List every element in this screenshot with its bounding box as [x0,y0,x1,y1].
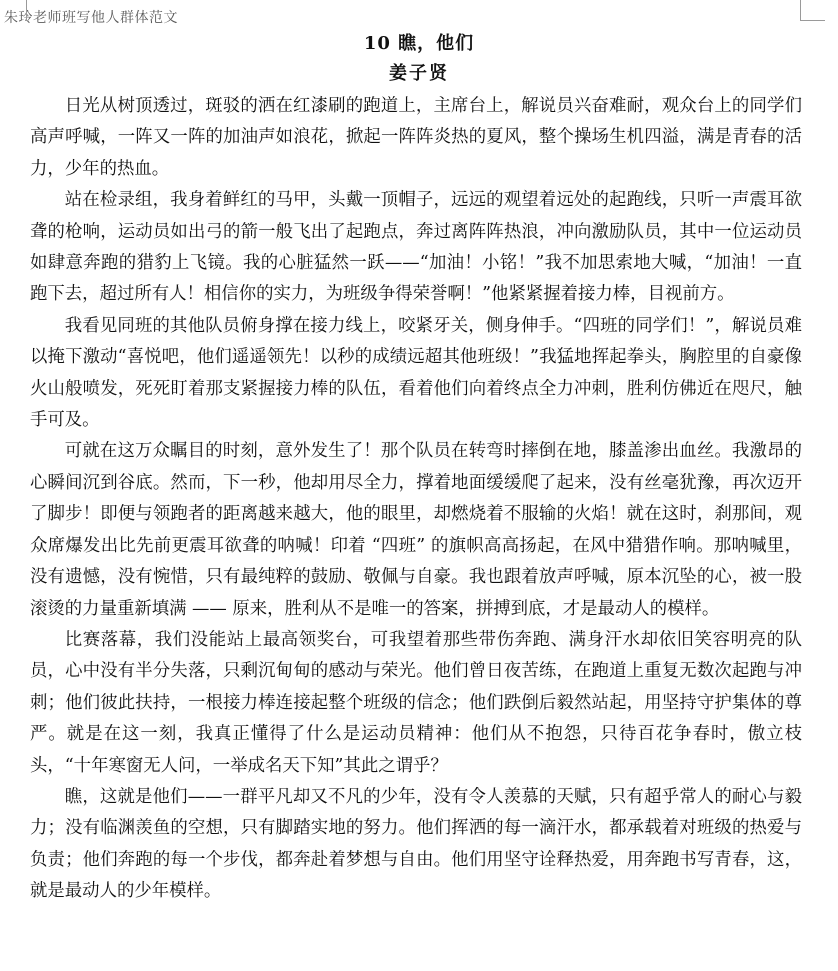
paragraph-1: 日光从树顶透过，斑驳的洒在红漆刷的跑道上，主席台上，解说员兴奋难耐，观众台上的同学们高声呼喊，一阵又一阵的加油声如浪花，掀起一阵阵炎热的夏风，整个操场生机四溢，满是青春的活力，少年的热血。 [30,96,802,179]
document-body [30,91,802,908]
paragraph-2: 站在检录组，我身着鲜红的马甲，头戴一顶帽子，远远的观望着远处的起跑线，只听一声震耳欲聋的枪响，运动员如出弓的箭一般飞出了起跑点，奔过离阵阵热浪，冲向激励队员，其中一位运动员如肆意奔跑的猎豹上飞镜。我的心脏猛然一跃——“加油！小铭！”我不加思索地大喊，“加油！一直跑下去，超过所有人！相信你的实力，为班级争得荣誉啊！”他紧紧握着接力棒，目视前方。 [30,190,802,305]
paragraph-4: 可就在这万众瞩目的时刻，意外发生了！那个队员在转弯时摔倒在地，膝盖渗出血丝。我激昂的心瞬间沉到谷底。然而，下一秒，他却用尽全力，撑着地面缓缓爬了起来，没有丝毫犹豫，再次迈开了脚步！即便与领跑者的距离越来越大，他的眼里，却燃烧着不服输的火焰！就在这时，刹那间，观众席爆发出比先前更震耳欲聋的呐喊！印着 “四班” 的旗帜高高扬起，在风中猎猎作响。那呐喊里，没有遗憾，没有惋惜，只有最纯粹的鼓励、敬佩与自豪。我也跟着放声呼喊，原本沉坠的心，被一股滚烫的力量重新填满 —— 原来，胜利从不是唯一的答案，拼搏到底，才是最动人的模样。 [30,441,802,619]
document-author: 姜子贤 [389,63,449,84]
header-text: 朱玲老师班写他人群体范文 [4,10,178,26]
paragraph-3: 我看见同班的其他队员俯身撑在接力线上，咬紧牙关，侧身伸手。“四班的同学们！”，解说员难以掩下激动“喜悦吧，他们遥遥领先！以秒的成绩远超其他班级！”我猛地挥起拳头，胸腔里的自豪像火山般喷发，死死盯着那支紧握接力棒的队伍，看着他们向着终点全力冲刺，胜利仿佛近在咫尺，触手可及。 [30,315,802,431]
right-margin-corner-mark [800,0,825,21]
paragraph-6: 瞧，这就是他们——一群平凡却又不凡的少年，没有令人羡慕的天赋，只有超乎常人的耐心与毅力；没有临渊羡鱼的空想，只有脚踏实地的努力。他们挥洒的每一滴汗水，都承载着对班级的热爱与负责；他们奔跑的每一个步伐，都奔赴着梦想与自由。他们用坚守诠释热爱，用奔跑书写青春，这，就是最动人的少年模样。 [30,786,802,902]
page-header [0,0,838,30]
left-margin-corner-mark [25,0,27,21]
paragraph-5: 比赛落幕，我们没能站上最高领奖台，可我望着那些带伤奔跑、满身汗水却依旧笑容明亮的队员，心中没有半分失落，只剩沉甸甸的感动与荣光。他们曾日夜苦练，在跑道上重复无数次起跑与冲刺；他们彼此扶持，一根接力棒连接起整个班级的信念；他们跌倒后毅然站起，用坚持守护集体的尊严。就是在这一刻，我真正懂得了什么是运动员精神：他们从不抱怨，只待百花争春时，傲立枝头，“十年寒窗无人问，一举成名天下知”其此之谓乎？ [30,629,802,776]
document-title: 10 瞧，他们 [363,33,475,54]
